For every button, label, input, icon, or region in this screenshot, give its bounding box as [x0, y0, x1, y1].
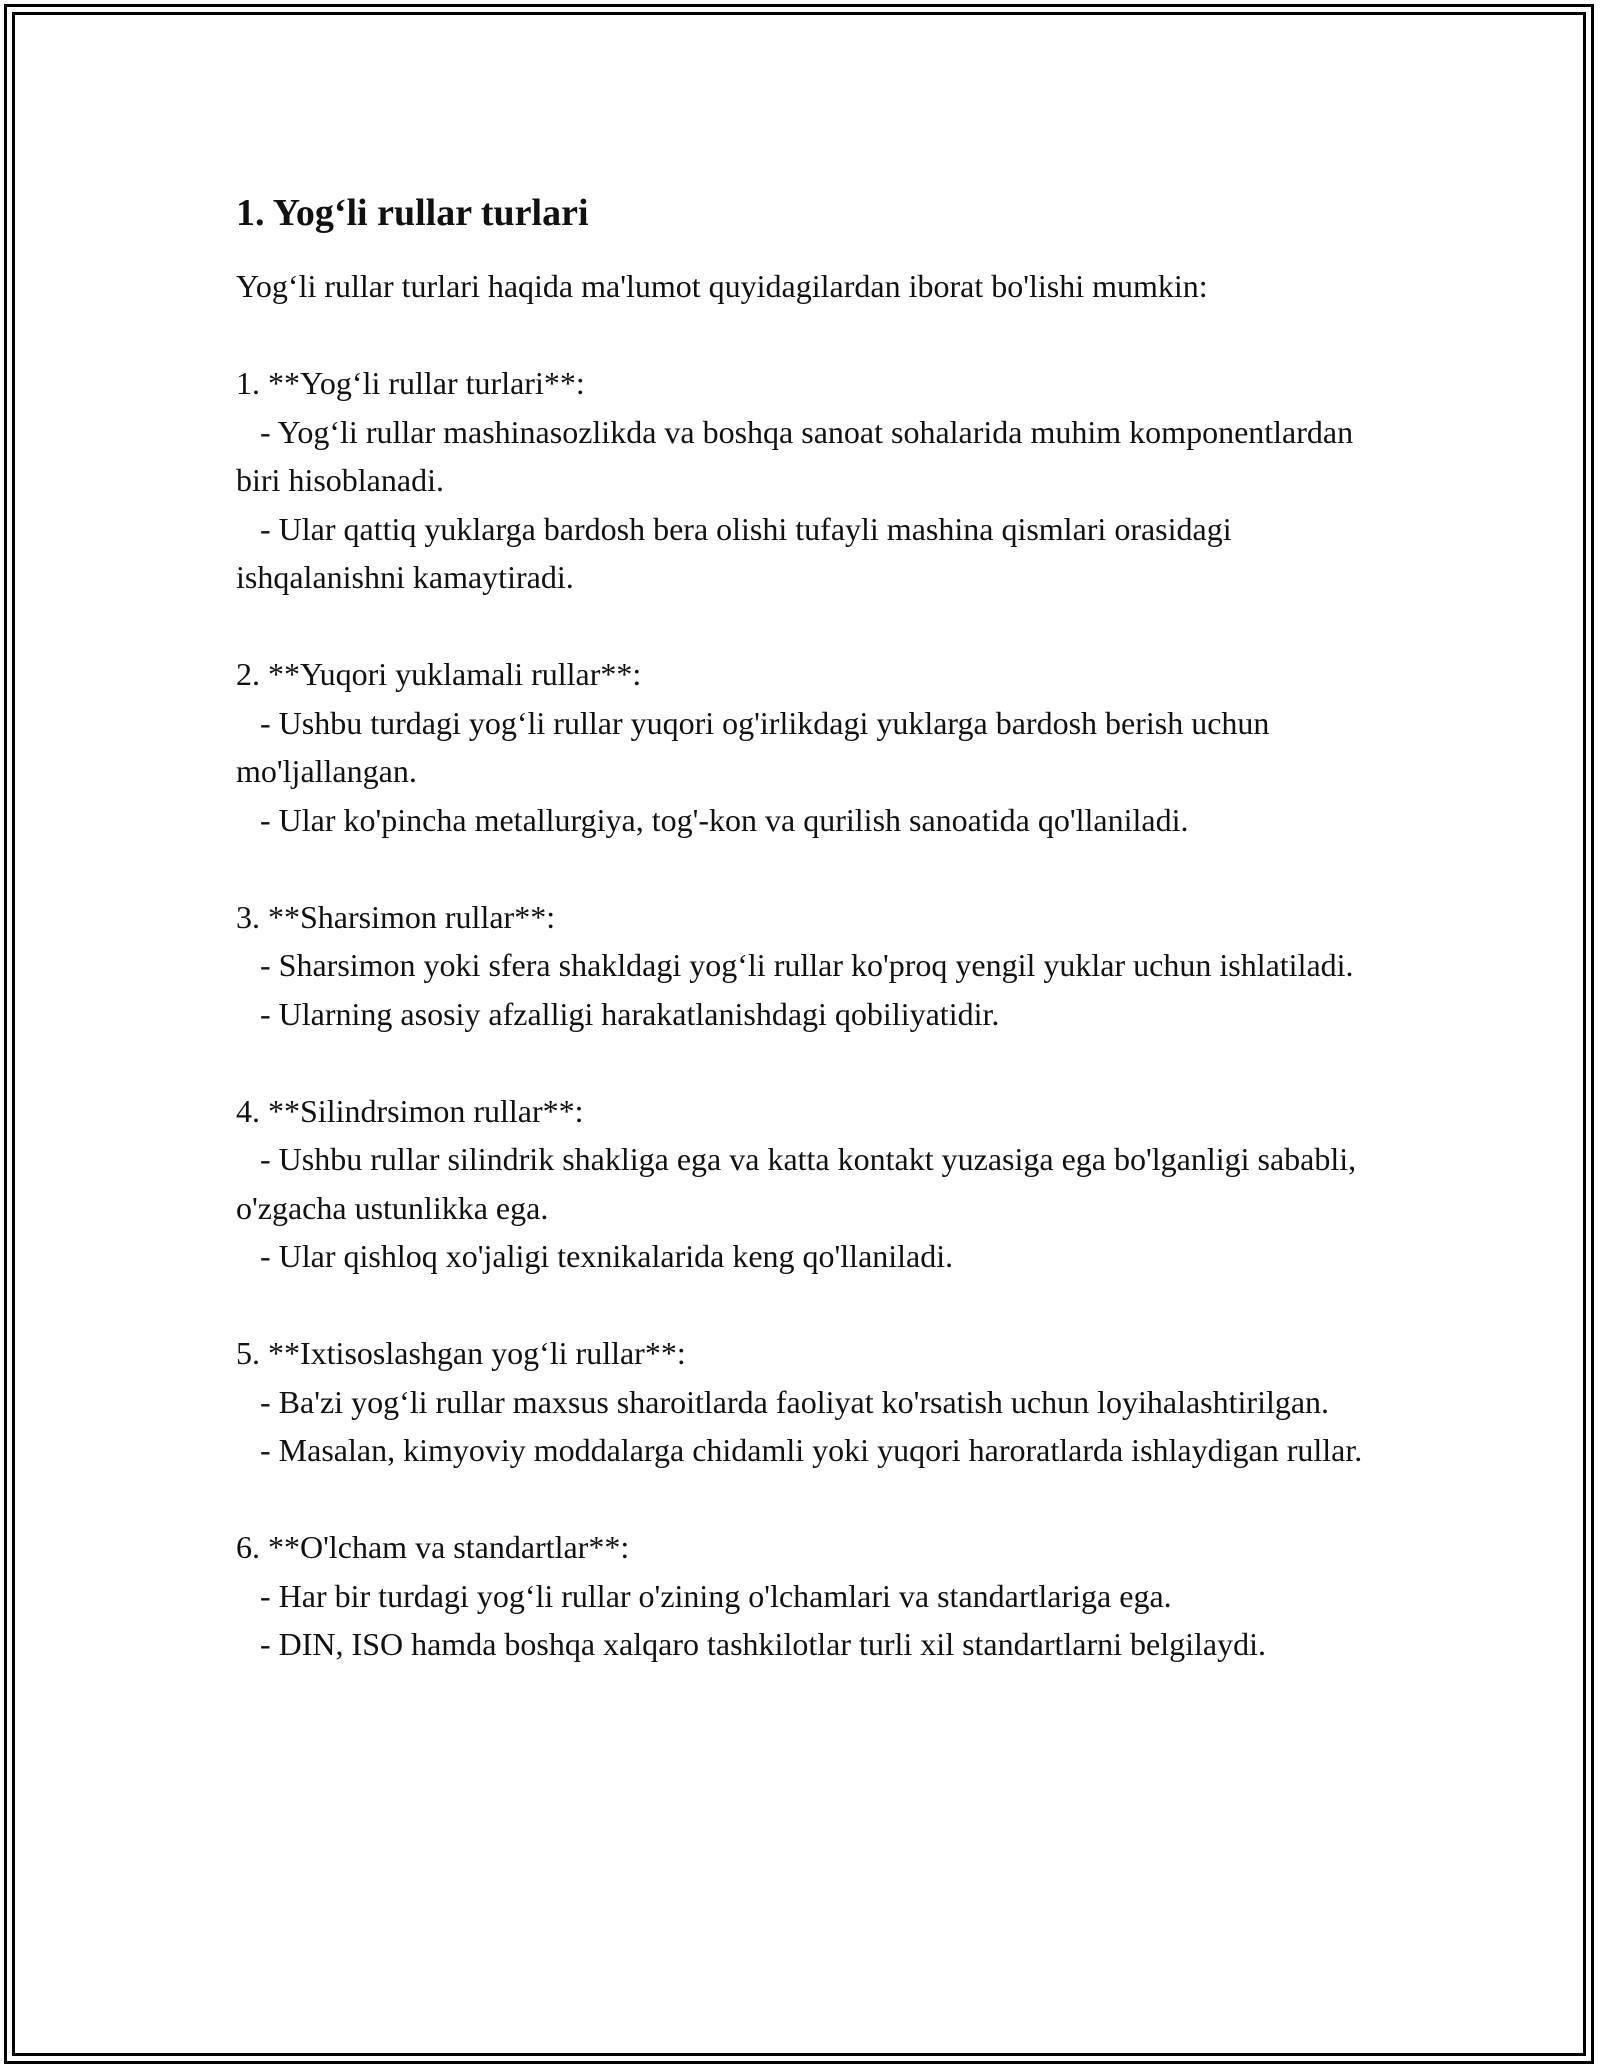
bullet-item: - Ba'zi yog‘li rullar maxsus sharoitlarda faoliyat ko'rsatish uchun loyihalashtirilgan.	[236, 1383, 1330, 1420]
section-5	[236, 1329, 1386, 1475]
section-title: 2. **Yuqori yuklamali rullar**:	[236, 656, 642, 692]
section-title: 5. **Ixtisoslashgan yog‘li rullar**:	[236, 1335, 686, 1371]
bullet-item: - Masalan, kimyoviy moddalarga chidamli yoki yuqori haroratlarda ishlaydigan rullar.	[236, 1432, 1363, 1468]
bullet-item: - Har bir turdagi yog‘li rullar o'zining o'lchamlari va standartlariga ega.	[236, 1577, 1172, 1614]
bullet-item: - Sharsimon yoki sfera shakldagi yog‘li rullar ko'proq yengil yuklar uchun ishlatiladi.	[236, 947, 1354, 983]
document-body	[236, 188, 1386, 1717]
section-title: 4. **Silindrsimon rullar**:	[236, 1092, 584, 1129]
document-heading: 1. Yog‘li rullar turlari	[236, 192, 589, 234]
bullet-item: - Ular qishloq xo'jaligi texnikalarida keng qo'llaniladi.	[236, 1238, 954, 1274]
section-6	[236, 1523, 1386, 1669]
section-3	[236, 893, 1386, 1039]
section-title: 6. **O'lcham va standartlar**:	[236, 1529, 630, 1565]
section-2	[236, 650, 1386, 844]
bullet-item: - Yog‘li rullar mashinasozlikda va boshqa sanoat sohalarida muhim komponentlardan biri hisoblanadi.	[236, 413, 1362, 498]
bullet-item: - Ular ko'pincha metallurgiya, tog'-kon va qurilish sanoatida qo'llaniladi.	[236, 801, 1189, 838]
section-1	[236, 359, 1386, 602]
bullet-item: - DIN, ISO hamda boshqa xalqaro tashkilotlar turli xil standartlarni belgilaydi.	[236, 1626, 1266, 1662]
bullet-item: - Ular qattiq yuklarga bardosh bera olishi tufayli mashina qismlari orasidagi ishqalanishni kamaytiradi.	[236, 510, 1240, 595]
section-title: 3. **Sharsimon rullar**:	[236, 898, 556, 935]
bullet-item: - Ushbu turdagi yog‘li rullar yuqori og'irlikdagi yuklarga bardosh berish uchun mo'ljallangan.	[236, 704, 1278, 789]
intro-paragraph: Yog‘li rullar turlari haqida ma'lumot quyidagilardan iborat bo'lishi mumkin:	[236, 268, 1208, 304]
bullet-item: - Ularning asosiy afzalligi harakatlanishdagi qobiliyatidir.	[236, 995, 1000, 1032]
section-title: 1. **Yog‘li rullar turlari**:	[236, 365, 585, 401]
bullet-item: - Ushbu rullar silindrik shakliga ega va katta kontakt yuzasiga ega bo'lganligi sababli, o'zgacha ustunlikka ega.	[236, 1141, 1365, 1226]
section-4	[236, 1087, 1386, 1281]
